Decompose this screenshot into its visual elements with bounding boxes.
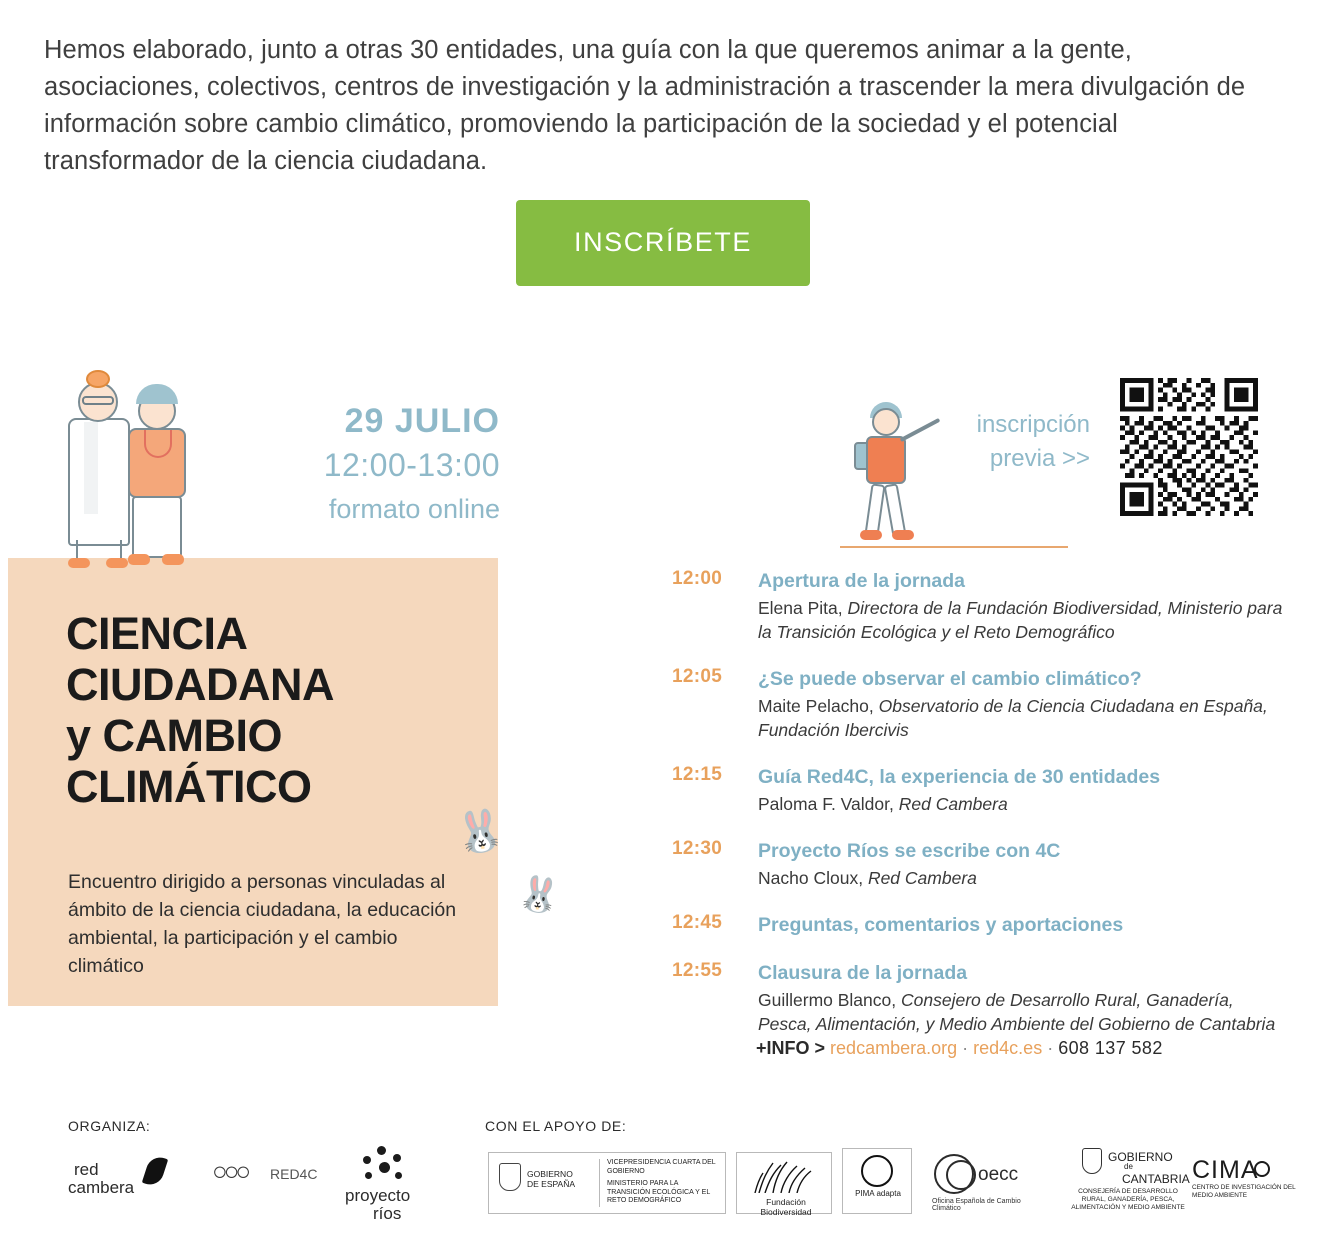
logo-red4c-text: RED4C <box>270 1166 318 1182</box>
poster-title-line-1: CIENCIA <box>66 608 248 659</box>
cantabria-line1: GOBIERNO <box>1108 1150 1173 1164</box>
logo-gobierno-de-cantabria <box>1068 1148 1188 1214</box>
cantabria-line3: CANTABRIA <box>1122 1172 1190 1186</box>
agenda-speaker: Guillermo Blanco, <box>758 990 897 1010</box>
agenda-time: 12:30 <box>672 838 723 859</box>
poster-subtitle: Encuentro dirigido a personas vinculadas al ámbito de la ciencia ciudadana, la educación ambiental, la participación y el cambio climático <box>68 871 457 977</box>
logo-proyecto-rios <box>345 1146 465 1223</box>
agenda-role: Red Cambera <box>898 794 1008 814</box>
logo-oecc-text: oecc <box>978 1164 1019 1185</box>
link-redcambera[interactable]: redcambera.org <box>830 1038 958 1058</box>
logo-gobierno-de-espana <box>488 1152 726 1214</box>
logo-oecc <box>930 1154 1050 1212</box>
logo-cima <box>1192 1156 1302 1204</box>
agenda-time: 12:45 <box>672 912 723 933</box>
agenda-title: Proyecto Ríos se escribe con 4C <box>758 840 1061 862</box>
gob-line3: VICEPRESIDENCIA CUARTA DEL GOBIERNO <box>607 1159 716 1175</box>
agenda-time: 12:05 <box>672 666 723 687</box>
intro-paragraph: Hemos elaborado, junto a otras 30 entidades, una guía con la que queremos animar a la gente, asociaciones, colectivos, centros de investigación y la administración a trascender la mera divulgación de información sobre cambio climático, promoviendo la participación de la sociedad y el potencial transformador de la ciencia ciudadana. <box>44 35 1246 175</box>
grass-icon <box>751 1159 817 1193</box>
cantabria-line2: de <box>1124 1162 1133 1171</box>
circle-icon <box>946 1160 976 1190</box>
pima-line2: adapta <box>876 1189 901 1198</box>
logo-red-cambera-line1: red <box>74 1160 99 1179</box>
apoyo-label: CON EL APOYO DE: <box>485 1118 627 1134</box>
agenda-time: 12:15 <box>672 764 723 785</box>
link-red4c[interactable]: red4c.es <box>973 1038 1043 1058</box>
poster-title-line-4: CLIMÁTICO <box>66 761 312 812</box>
agenda-row <box>672 764 1292 816</box>
agenda-speaker: Elena Pita, <box>758 598 843 618</box>
poster-title-line-3: y CAMBIO <box>66 710 283 761</box>
poster-title-line-2: CIUDADANA <box>66 659 334 710</box>
poster-date-block <box>180 400 500 530</box>
agenda-row <box>672 838 1292 890</box>
organiza-label: ORGANIZA: <box>68 1118 151 1134</box>
logo-fundacion-biodiversidad-text: Fundación Biodiversidad <box>760 1197 812 1217</box>
registration-note <box>930 408 1090 476</box>
butterfly-icon: 🐰 <box>451 806 509 858</box>
agenda-role: Directora de la Fundación Biodiversidad, Ministerio para la Transición Ecológica y el Reto Demográfico <box>758 598 1283 642</box>
sun-icon <box>861 1155 893 1187</box>
dots-icon <box>359 1146 405 1186</box>
shield-icon <box>1082 1148 1102 1174</box>
registration-line-1: inscripción <box>976 411 1090 438</box>
agenda-row <box>672 960 1292 1036</box>
gob-line2: DE ESPAÑA <box>527 1179 576 1189</box>
logo-occ-red4c <box>212 1156 342 1196</box>
agenda-list <box>672 568 1292 1058</box>
agenda-title: Clausura de la jornada <box>758 962 968 984</box>
circle-icon <box>1254 1161 1270 1177</box>
registration-line-2: previa >> <box>989 445 1090 472</box>
logo-cima-subtext: CENTRO DE INVESTIGACIÓN DEL MEDIO AMBIENTE <box>1192 1184 1296 1199</box>
logo-fundacion-biodiversidad <box>736 1152 832 1217</box>
gob-line4: MINISTERIO PARA LA TRANSICIÓN ECOLÓGICA Y EL RETO DEMOGRÁFICO <box>607 1180 710 1205</box>
phone-number: 608 137 582 <box>1058 1038 1163 1058</box>
coat-of-arms-icon <box>499 1163 521 1191</box>
inscribete-button[interactable]: INSCRÍBETE <box>516 200 810 286</box>
poster-title <box>66 608 486 812</box>
agenda-speaker: Paloma F. Valdor, <box>758 794 894 814</box>
agenda-role: Observatorio de la Ciencia Ciudadana en España, Fundación Ibercivis <box>758 696 1268 740</box>
poster-format: formato online <box>328 494 500 524</box>
logo-cima-text: CIMA <box>1192 1156 1259 1184</box>
logo-proyecto-rios-line1: proyecto <box>345 1186 411 1205</box>
ground-line <box>840 546 1068 548</box>
info-separator: · <box>1047 1038 1054 1058</box>
logo-pima-adapta <box>842 1148 912 1214</box>
logo-oecc-subtext: Oficina Española de Cambio Climático <box>932 1198 1021 1212</box>
contact-info <box>756 1038 1163 1059</box>
agenda-speaker: Nacho Cloux, <box>758 868 864 888</box>
agenda-row <box>672 912 1292 938</box>
agenda-time: 12:00 <box>672 568 723 589</box>
info-separator: · <box>962 1038 969 1058</box>
agenda-title: Guía Red4C, la experiencia de 30 entidades <box>758 766 1161 788</box>
poster-date: 29 JULIO <box>344 402 500 440</box>
agenda-role: Red Cambera <box>867 868 977 888</box>
agenda-time: 12:55 <box>672 960 723 981</box>
logo-red-cambera-line2: cambera <box>68 1178 135 1197</box>
cantabria-line4: CONSEJERÍA DE DESARROLLO RURAL, GANADERÍA, PESCA, ALIMENTACIÓN Y MEDIO AMBIENTE <box>1071 1188 1185 1211</box>
agenda-title: Preguntas, comentarios y aportaciones <box>758 914 1124 936</box>
poster-footer <box>0 1090 1326 1238</box>
info-prefix: +INFO > <box>756 1038 826 1058</box>
qr-code-icon[interactable] <box>1120 378 1258 516</box>
agenda-title: ¿Se puede observar el cambio climático? <box>758 668 1142 690</box>
agenda-title: Apertura de la jornada <box>758 570 965 592</box>
leaf-icon <box>142 1154 168 1188</box>
agenda-role: Consejero de Desarrollo Rural, Ganadería, Pesca, Alimentación, y Medio Ambiente del Gobierno de Cantabria <box>758 990 1276 1034</box>
gob-line1: GOBIERNO <box>527 1169 573 1179</box>
agenda-speaker: Maite Pelacho, <box>758 696 874 716</box>
agenda-row <box>672 568 1292 644</box>
pima-line1: PIMA <box>855 1189 875 1198</box>
butterfly-icon: 🐰 <box>515 873 563 917</box>
logo-proyecto-rios-line2: ríos <box>373 1204 402 1223</box>
poster-time: 12:00-13:00 <box>323 447 500 483</box>
logo-red-cambera <box>68 1152 168 1204</box>
cta-container <box>0 200 1326 286</box>
agenda-row <box>672 666 1292 742</box>
rings-icon: ○○○ <box>212 1156 248 1186</box>
